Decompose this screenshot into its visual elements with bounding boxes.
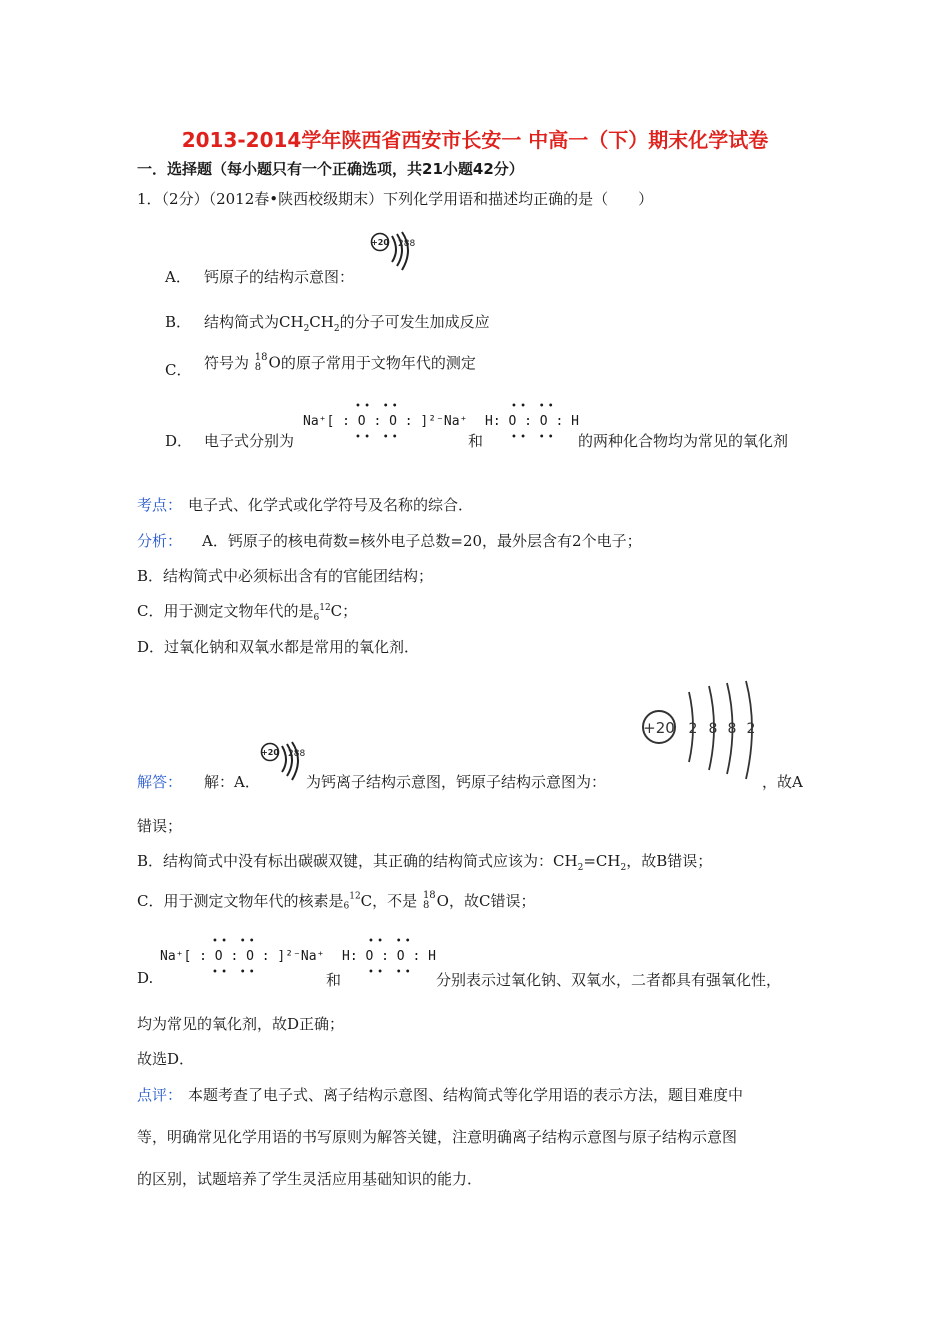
option-a-text: 钙原子的结构示意图： [204, 268, 355, 286]
section-heading: 一．选择题（每小题只有一个正确选项，共21小题42分） [137, 160, 524, 178]
question-stem: 1．（2分）（2012春•陕西校级期末）下列化学用语和描述均正确的是（ ） [137, 190, 654, 208]
calcium-atom-structure-diagram [637, 680, 762, 784]
sodium-peroxide-electron-formula: • • • • Na⁺[ : O : O : ]²⁻Na⁺ • • • • [303, 401, 468, 443]
svg-text:+20: +20 [261, 748, 279, 757]
fenxi-c: C．用于测定文物年代的是$_6^{12}$C； [137, 602, 358, 623]
option-b-text: 结构简式为$CH_2CH_2$的分子可发生加成反应 [204, 313, 490, 334]
svg-text:288: 288 [398, 239, 416, 249]
answer-b: B．结构简式中没有标出碳碳双键，其正确的结构简式应该为：$CH_2=CH_2$，故B错误； [137, 852, 713, 873]
fenxi-label: 分析： [137, 532, 183, 550]
option-c-letter: C． [165, 361, 192, 379]
option-a-letter: A． [165, 268, 191, 286]
option-d-letter: D． [165, 432, 193, 450]
calcium-ion-diagram-small [260, 738, 308, 788]
answer-d-and: 和 [326, 971, 342, 989]
answer-a-pre: 解：A． [204, 773, 260, 791]
fenxi-b: B．结构简式中必须标出含有的官能团结构； [137, 567, 434, 585]
answer-a-wrap: 错误； [137, 817, 183, 835]
fenxi-d: D．过氧化钠和双氧水都是常用的氧化剂． [137, 638, 420, 656]
option-d-and: 和 [468, 432, 484, 450]
answer-d-post: 分别表示过氧化钠、双氧水，二者都具有强氧化性， [436, 971, 782, 989]
option-d-post: 的两种化合物均为常见的氧化剂 [578, 432, 789, 450]
comment-label: 点评： [137, 1086, 183, 1104]
answer-a-mid: 为钙离子结构示意图，钙原子结构示意图为： [306, 773, 607, 791]
svg-text:8: 8 [708, 721, 718, 737]
answer-d-wrap: 均为常见的氧化剂，故D正确； [137, 1015, 345, 1033]
svg-text:+20: +20 [643, 719, 675, 737]
answer-label: 解答： [137, 773, 183, 791]
svg-text:288: 288 [288, 749, 306, 759]
option-b-letter: B． [165, 313, 192, 331]
hydrogen-peroxide-electron-formula: • • • • H: O : O : H • • • • [485, 401, 579, 443]
sodium-peroxide-electron-formula: • • • • Na⁺[ : O : O : ]²⁻Na⁺ • • • • [160, 936, 325, 978]
comment-line1: 本题考查了电子式、离子结构示意图、结构简式等化学用语的表示方法，题目难度中 [188, 1086, 744, 1104]
kaodian-text: 电子式、化学式或化学符号及名称的综合． [188, 496, 474, 514]
fenxi-a: A．钙原子的核电荷数=核外电子总数=20，最外层含有2个电子； [202, 532, 642, 550]
svg-text:2: 2 [688, 721, 698, 737]
svg-text:2: 2 [746, 721, 756, 737]
answer-conclusion: 故选D． [137, 1050, 195, 1068]
comment-line3: 的区别，试题培养了学生灵活应用基础知识的能力． [137, 1170, 483, 1188]
answer-c: C．用于测定文物年代的核素是$_6^{12}$C，不是 18 8 O，故C错误； [137, 889, 536, 912]
isotope-notation: 18 8 [254, 351, 268, 373]
answer-a-post: ，故A [762, 773, 803, 791]
calcium-structure-diagram-small [370, 228, 418, 276]
hydrogen-peroxide-electron-formula: • • • • H: O : O : H • • • • [342, 936, 436, 978]
option-c-text: 符号为 18 8 O的原子常用于文物年代的测定 [204, 351, 476, 373]
isotope-notation: 18 8 [422, 889, 436, 911]
page-title: 2013-2014学年陕西省西安市长安一 中高一（下）期末化学试卷 [181, 128, 769, 152]
option-d-pre: 电子式分别为 [204, 432, 295, 450]
kaodian-label: 考点： [137, 496, 183, 514]
svg-text:8: 8 [727, 721, 737, 737]
answer-d-pre: D. [137, 969, 154, 987]
svg-text:+20: +20 [371, 238, 389, 247]
comment-line2: 等，明确常见化学用语的书写原则为解答关键，注意明确离子结构示意图与原子结构示意图 [137, 1128, 738, 1146]
